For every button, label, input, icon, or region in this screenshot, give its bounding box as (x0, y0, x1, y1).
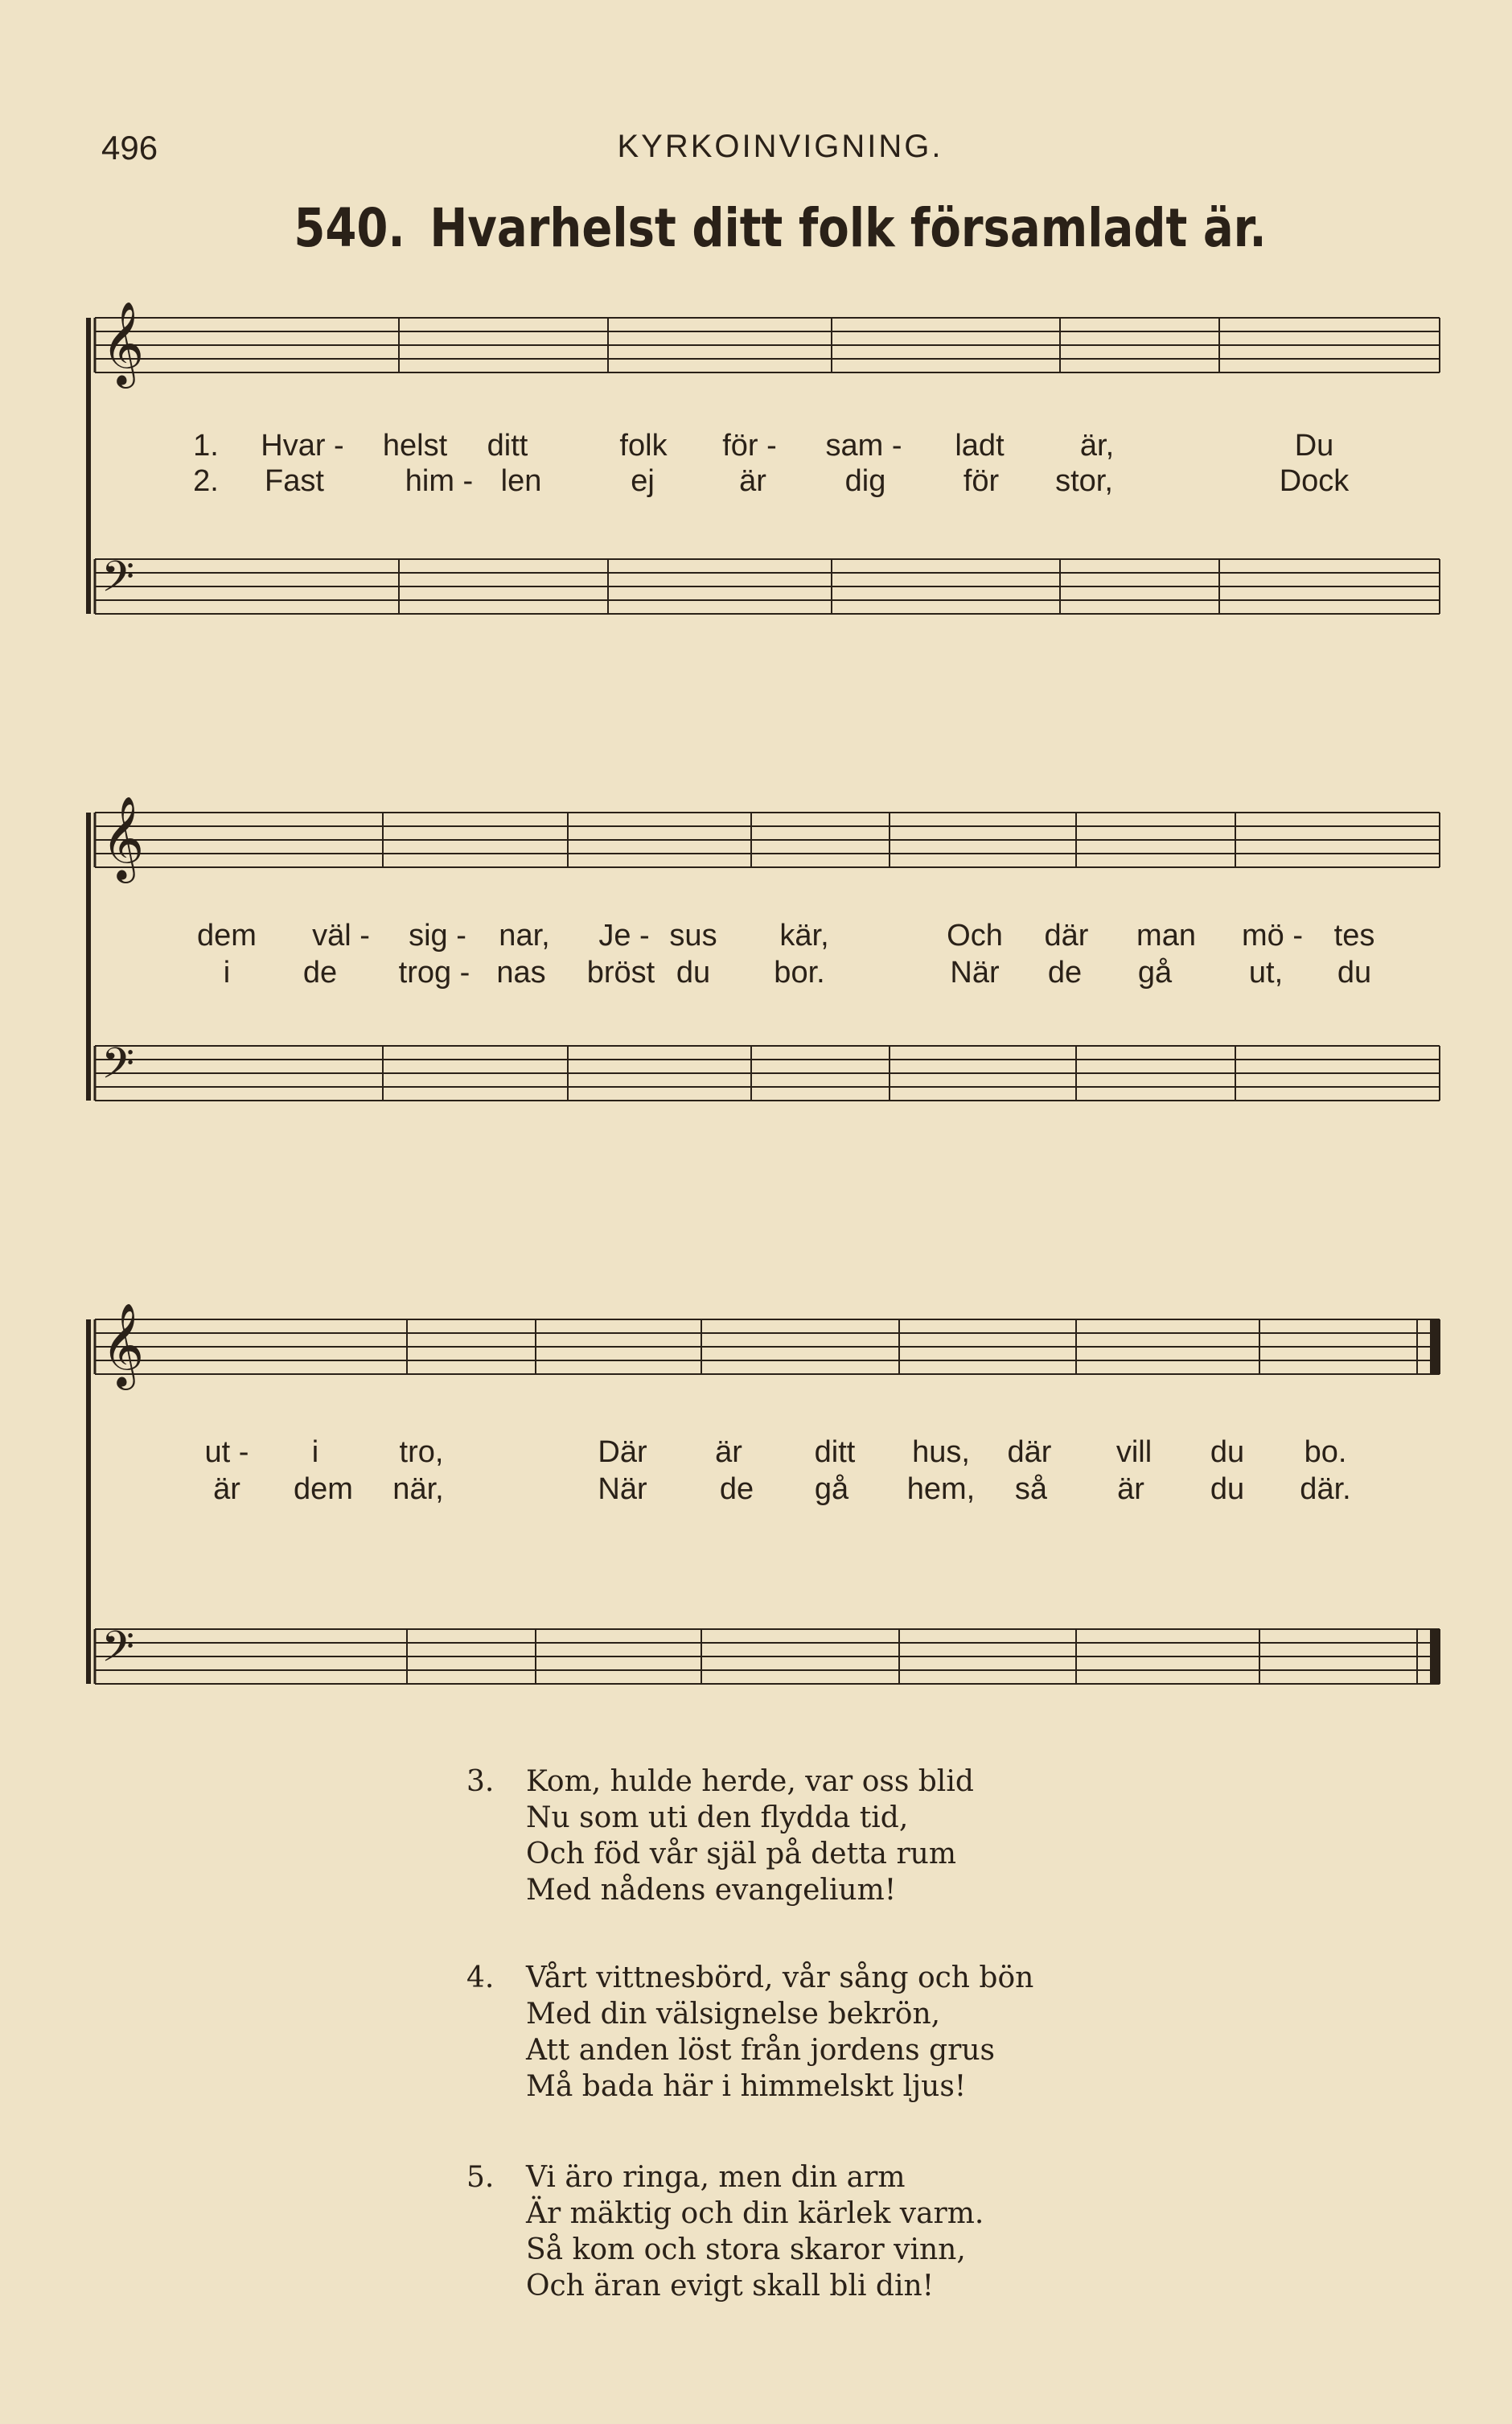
verse-line: Och föd vår själ på detta rum (526, 1838, 956, 1870)
lyric-syllable: sig - (409, 919, 466, 953)
lyric-syllable: för (963, 464, 1000, 498)
treble-clef-icon: 𝄞 (101, 796, 145, 880)
verse-line: Att anden löst från jordens grus (526, 2034, 995, 2067)
lyric-syllable: him - (405, 464, 474, 498)
lyric-syllable: de (302, 956, 338, 990)
lyric-syllable: tes (1333, 919, 1375, 953)
lyric-syllable: ut, (1248, 956, 1284, 990)
lyric-syllable: man (1136, 919, 1196, 953)
verse1-lyrics-row (85, 919, 1444, 957)
verse-number: 3. (466, 1765, 495, 1798)
lyric-syllable: tro, (399, 1435, 444, 1469)
music-system-3 (85, 1279, 1444, 1698)
lyric-syllable: för - (722, 429, 777, 463)
lyric-syllable: bo. (1304, 1435, 1347, 1469)
lyric-syllable: är (739, 464, 766, 498)
verse-line: Med nådens evangelium! (526, 1874, 897, 1907)
lyric-syllable: Hvar - (261, 429, 344, 463)
lyric-syllable: dem (294, 1472, 353, 1506)
lyric-syllable: där. (1300, 1472, 1351, 1506)
verse1-lyrics-row (85, 1435, 1444, 1474)
lyric-syllable: nas (496, 956, 546, 990)
hymn-title (117, 197, 1444, 259)
lyric-syllable: ej (631, 464, 655, 498)
lyric-syllable: Och (947, 919, 1003, 953)
lyric-syllable: där (1007, 1435, 1052, 1469)
lyric-syllable: kär, (779, 919, 829, 953)
lyric-syllable: dem (197, 919, 257, 953)
verse-number: 5. (466, 2161, 495, 2194)
lyric-syllable: ditt (487, 429, 528, 463)
lyric-syllable: folk (619, 429, 668, 463)
lyric-syllable: när, (392, 1472, 444, 1506)
verse-number: 4. (466, 1961, 495, 1994)
music-system-2 (85, 780, 1444, 1167)
lyric-syllable: är (1117, 1472, 1144, 1506)
lyric-syllable: bor. (774, 956, 825, 990)
verse-lines (526, 2159, 984, 2304)
lyric-syllable: hem, (906, 1472, 976, 1506)
verse2-lyrics-row (85, 956, 1444, 994)
lyric-syllable: 2. (193, 464, 219, 498)
lyric-syllable: ladt (955, 429, 1005, 463)
lyric-syllable: du (676, 956, 711, 990)
lyric-syllable: där (1044, 919, 1089, 953)
bass-clef-icon: 𝄢 (101, 1039, 135, 1099)
verse2-lyrics-row (85, 1472, 1444, 1511)
lyric-syllable: 1. (193, 429, 219, 463)
lyric-syllable: de (1047, 956, 1083, 990)
treble-clef-icon: 𝄞 (101, 301, 145, 385)
verse2-lyrics-row (85, 464, 1444, 503)
lyric-syllable: är, (1079, 429, 1115, 463)
lyric-syllable: sam - (825, 429, 902, 463)
verse-line: Vi äro ringa, men din arm (526, 2161, 906, 2194)
music-system-1 (85, 286, 1444, 672)
lyric-syllable: de (719, 1472, 754, 1506)
verse-lines (526, 1763, 974, 1908)
lyric-syllable: bröst (586, 956, 655, 990)
final-barline (1430, 1629, 1440, 1684)
lyric-syllable: Dock (1279, 464, 1350, 498)
lyric-syllable: gå (814, 1472, 849, 1506)
lyric-syllable: dig (844, 464, 886, 498)
lyric-syllable: ut - (204, 1435, 249, 1469)
verse-line: Och äran evigt skall bli din! (526, 2270, 935, 2303)
lyric-syllable: nar, (499, 919, 550, 953)
verse-line: Kom, hulde herde, var oss blid (526, 1765, 974, 1798)
verse-line: Nu som uti den flydda tid, (526, 1801, 909, 1834)
verse-line: Må bada här i himmelskt ljus! (526, 2070, 967, 2103)
lyric-syllable: Je - (598, 919, 650, 953)
lyric-syllable: ditt (814, 1435, 856, 1469)
bass-clef-icon: 𝄢 (101, 553, 135, 612)
lyric-syllable: vill (1116, 1435, 1152, 1469)
lyric-syllable: mö - (1242, 919, 1303, 953)
verse-line: Är mäktig och din kärlek varm. (526, 2197, 984, 2230)
verse-lines (526, 1960, 1033, 2105)
lyric-syllable: är (213, 1472, 240, 1506)
lyric-syllable: Där (598, 1435, 647, 1469)
bass-clef-icon: 𝄢 (101, 1623, 135, 1682)
final-barline (1430, 1319, 1440, 1374)
hymn-title-text: Hvarhelst ditt folk församladt är. (429, 197, 1267, 259)
lyric-syllable: När (598, 1472, 647, 1506)
verse-line: Så kom och stora skaror vinn, (526, 2233, 966, 2266)
lyric-syllable: len (500, 464, 542, 498)
lyric-syllable: När (950, 956, 1000, 990)
lyric-syllable: gå (1137, 956, 1173, 990)
lyric-syllable: är (715, 1435, 742, 1469)
hymn-number: 540. (294, 197, 405, 259)
verse-line: Vårt vittnesbörd, vår sång och bön (526, 1961, 1034, 1994)
verse1-lyrics-row (85, 429, 1444, 467)
treble-clef-icon: 𝄞 (101, 1303, 145, 1387)
lyric-syllable: Fast (265, 464, 324, 498)
lyric-syllable: helst (382, 429, 448, 463)
lyric-syllable: stor, (1055, 464, 1113, 498)
lyric-syllable: så (1014, 1472, 1048, 1506)
lyric-syllable: trog - (398, 956, 470, 990)
running-head: KYRKOINVIGNING. (617, 129, 943, 164)
lyric-syllable: du (1337, 956, 1372, 990)
page-number: 496 (101, 129, 158, 167)
lyric-syllable: du (1210, 1435, 1245, 1469)
lyric-syllable: i (223, 956, 231, 990)
lyric-syllable: sus (669, 919, 717, 953)
verse-line: Med din välsignelse bekrön, (526, 1998, 941, 2031)
lyric-syllable: hus, (912, 1435, 970, 1469)
lyric-syllable: väl - (312, 919, 370, 953)
lyric-syllable: du (1210, 1472, 1245, 1506)
lyric-syllable: i (311, 1435, 319, 1469)
lyric-syllable: Du (1294, 429, 1334, 463)
